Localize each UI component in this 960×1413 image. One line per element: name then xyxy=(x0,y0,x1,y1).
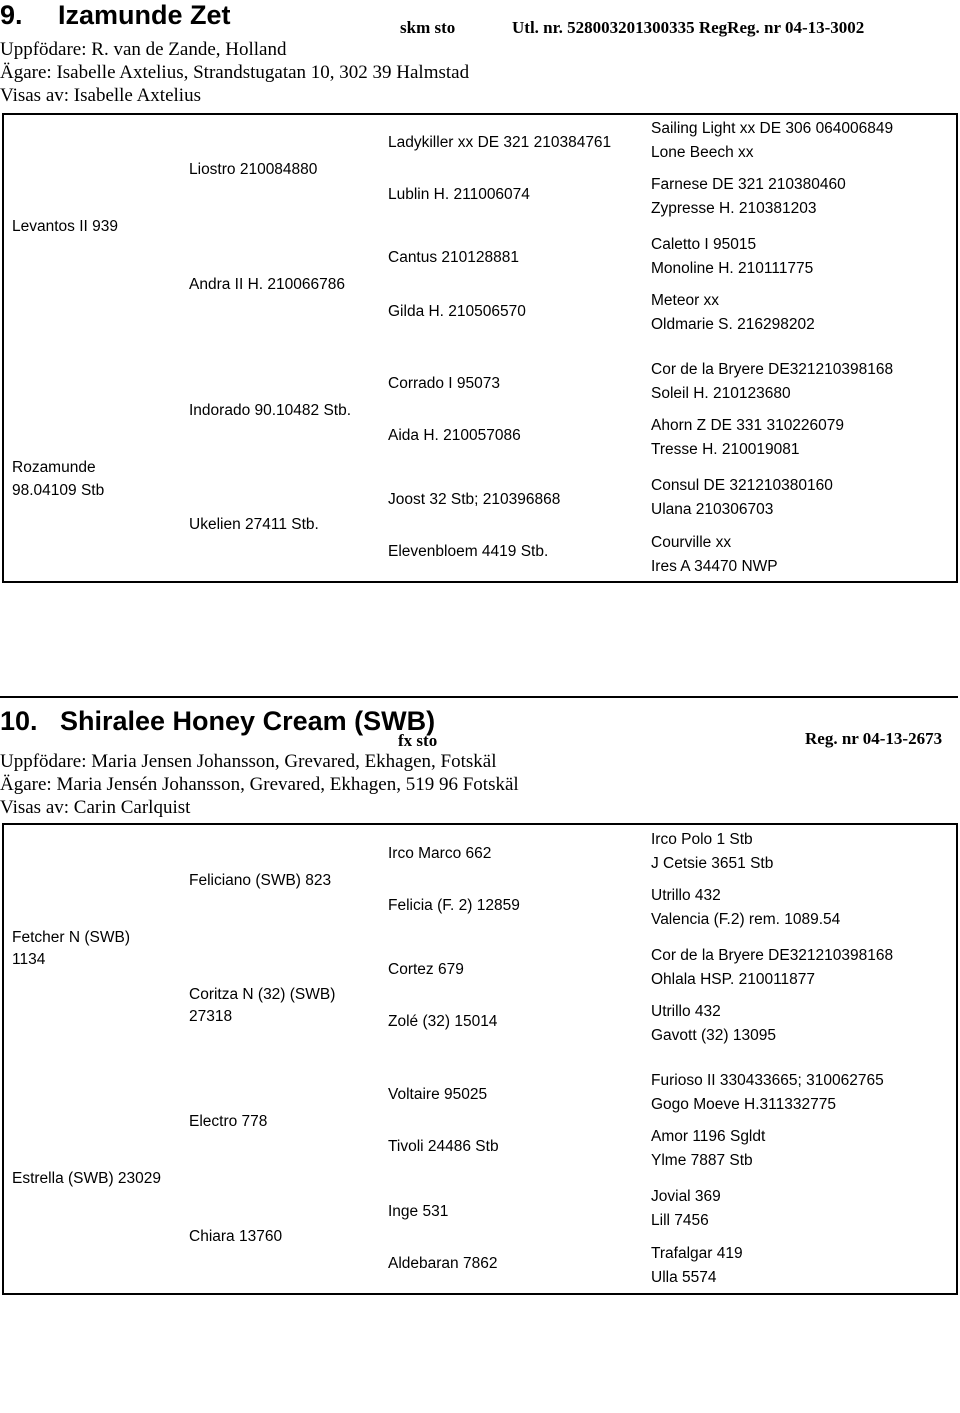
dam-sire: Indorado 90.10482 Stb. xyxy=(189,402,352,419)
gen4-ancestor: Ohlala HSP. 210011877 xyxy=(651,971,816,988)
gen4-ancestor: Utrillo 432 xyxy=(651,1003,721,1020)
shown-by: Visas av: Carin Carlquist xyxy=(0,797,191,818)
gen4-ancestor: J Cetsie 3651 Stb xyxy=(651,855,774,872)
gen4-ancestor: Gogo Moeve H.311332775 xyxy=(651,1096,836,1113)
gen4-ancestor: Consul DE 321210380160 xyxy=(651,477,833,494)
owner: Ägare: Maria Jensén Johansson, Grevared, Ekhagen, 519 96 Fotskäl xyxy=(0,774,519,795)
section-divider xyxy=(0,696,958,698)
gen3-ancestor: Inge 531 xyxy=(388,1203,449,1220)
gen4-ancestor: Ahorn Z DE 331 310226079 xyxy=(651,417,845,434)
gen3-ancestor: Joost 32 Stb; 210396868 xyxy=(388,491,561,508)
gen4-ancestor: Ulana 210306703 xyxy=(651,501,774,518)
sire-number: 1134 xyxy=(12,951,46,968)
dam: Rozamunde xyxy=(12,459,96,476)
registration-number: Reg. nr 04-13-2673 xyxy=(805,729,943,748)
gen3-ancestor: Cantus 210128881 xyxy=(388,249,520,266)
gen4-ancestor: Courville xx xyxy=(651,534,732,551)
gen4-ancestor: Caletto I 95015 xyxy=(651,236,757,253)
owner: Ägare: Isabelle Axtelius, Strandstugatan 10, 302 39 Halmstad xyxy=(0,62,470,83)
gen3-ancestor: Voltaire 95025 xyxy=(388,1086,488,1103)
gen4-ancestor: Cor de la Bryere DE321210398168 xyxy=(651,361,894,378)
gen3-ancestor: Irco Marco 662 xyxy=(388,845,492,862)
gen4-ancestor: Gavott (32) 13095 xyxy=(651,1027,776,1044)
gen4-ancestor: Lill 7456 xyxy=(651,1212,709,1229)
gen4-ancestor: Zypresse H. 210381203 xyxy=(651,200,817,217)
gen4-ancestor: Soleil H. 210123680 xyxy=(651,385,791,402)
gen4-ancestor: Farnese DE 321 210380460 xyxy=(651,176,846,193)
sire-dam: Coritza N (32) (SWB) xyxy=(189,986,336,1003)
sire-sire: Liostro 210084880 xyxy=(189,161,318,178)
gen4-ancestor: Furioso II 330433665; 310062765 xyxy=(651,1072,884,1089)
sire-dam-number: 27318 xyxy=(189,1008,233,1025)
horse-name: Shiralee Honey Cream (SWB) xyxy=(60,706,436,736)
gen4-ancestor: Amor 1196 Sgldt xyxy=(651,1128,766,1145)
gen3-ancestor: Felicia (F. 2) 12859 xyxy=(388,897,520,914)
entry-number: 10. xyxy=(0,706,38,736)
gen3-ancestor: Corrado I 95073 xyxy=(388,375,501,392)
gen3-ancestor: Tivoli 24486 Stb xyxy=(388,1138,499,1155)
gen3-ancestor: Gilda H. 210506570 xyxy=(388,303,526,320)
gen4-ancestor: Monoline H. 210111775 xyxy=(651,260,814,277)
gen3-ancestor: Elevenbloem 4419 Stb. xyxy=(388,543,549,560)
shown-by: Visas av: Isabelle Axtelius xyxy=(0,85,201,106)
sire: Levantos II 939 xyxy=(12,218,118,235)
gen3-ancestor: Aida H. 210057086 xyxy=(388,427,521,444)
horse-category: fx sto xyxy=(398,731,438,750)
dam: Estrella (SWB) 23029 xyxy=(12,1170,162,1187)
gen4-ancestor: Meteor xx xyxy=(651,292,720,309)
gen4-ancestor: Ulla 5574 xyxy=(651,1269,717,1286)
gen3-ancestor: Zolé (32) 15014 xyxy=(388,1013,498,1030)
gen4-ancestor: Tresse H. 210019081 xyxy=(651,441,800,458)
gen4-ancestor: Oldmarie S. 216298202 xyxy=(651,316,815,333)
registration-number: Utl. nr. 528003201300335 RegReg. nr 04-13-3002 xyxy=(512,18,865,37)
sire: Fetcher N (SWB) xyxy=(12,929,130,946)
horse-name: Izamunde Zet xyxy=(58,0,231,30)
gen3-ancestor: Lublin H. 211006074 xyxy=(388,186,530,203)
gen4-ancestor: Sailing Light xx DE 306 064006849 xyxy=(651,120,894,137)
gen4-ancestor: Irco Polo 1 Stb xyxy=(651,831,753,848)
breeder: Uppfödare: Maria Jensen Johansson, Grevared, Ekhagen, Fotskäl xyxy=(0,751,497,772)
gen4-ancestor: Cor de la Bryere DE321210398168 xyxy=(651,947,894,964)
gen4-ancestor: Lone Beech xx xyxy=(651,144,754,161)
gen4-ancestor: Valencia (F.2) rem. 1089.54 xyxy=(651,911,841,928)
gen3-ancestor: Cortez 679 xyxy=(388,961,464,978)
gen4-ancestor: Ylme 7887 Stb xyxy=(651,1152,753,1169)
gen4-ancestor: Ires A 34470 NWP xyxy=(651,558,778,575)
entry-number: 9. xyxy=(0,0,23,30)
dam-number: 98.04109 Stb xyxy=(12,482,105,499)
gen3-ancestor: Ladykiller xx DE 321 210384761 xyxy=(388,134,612,151)
sire-sire: Feliciano (SWB) 823 xyxy=(189,872,332,889)
breeder: Uppfödare: R. van de Zande, Holland xyxy=(0,39,287,60)
gen4-ancestor: Trafalgar 419 xyxy=(651,1245,743,1262)
dam-dam: Ukelien 27411 Stb. xyxy=(189,516,319,533)
gen4-ancestor: Jovial 369 xyxy=(651,1188,721,1205)
horse-category: skm sto xyxy=(400,18,456,37)
dam-dam: Chiara 13760 xyxy=(189,1228,283,1245)
gen4-ancestor: Utrillo 432 xyxy=(651,887,721,904)
gen3-ancestor: Aldebaran 7862 xyxy=(388,1255,498,1272)
sire-dam: Andra II H. 210066786 xyxy=(189,276,345,293)
dam-sire: Electro 778 xyxy=(189,1113,268,1130)
pedigree-border xyxy=(2,823,958,1295)
